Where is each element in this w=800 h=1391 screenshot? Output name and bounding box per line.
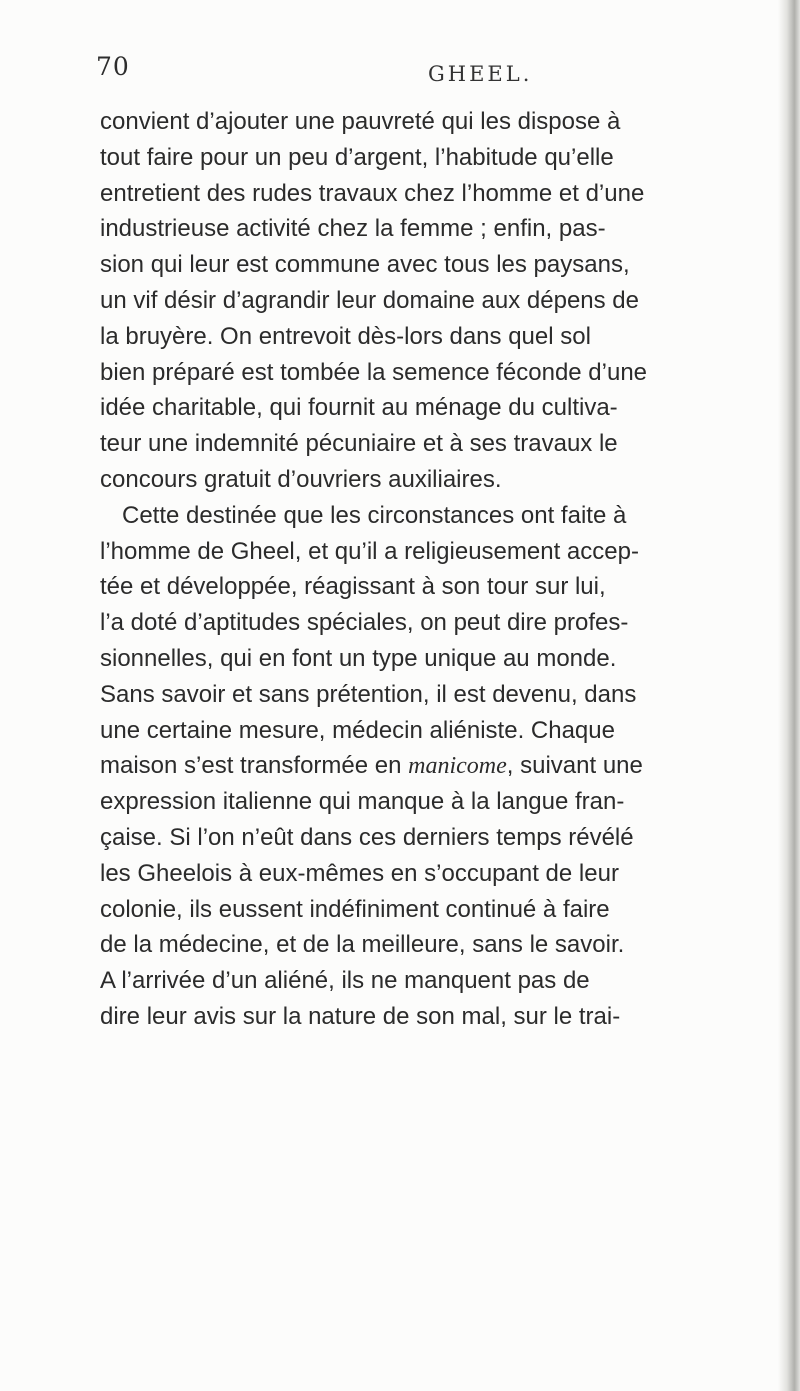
running-head: GHEEL. xyxy=(428,62,533,86)
page-number: 70 xyxy=(96,52,130,81)
text-line: çaise. Si l’on n’eût dans ces derniers temps révélé xyxy=(100,823,634,851)
text-line: les Gheelois à eux-mêmes en s’occupant de leur xyxy=(100,859,619,887)
text-line: entretient des rudes travaux chez l’homme et d’une xyxy=(100,179,645,207)
text-line: de la médecine, et de la meilleure, sans le savoir. xyxy=(100,931,625,959)
text-line: tée et développée, réagissant à son tour sur lui, xyxy=(100,573,606,601)
text-line: sionnelles, qui en font un type unique au monde. xyxy=(100,644,617,672)
page-edge-shadow xyxy=(778,0,800,1391)
paragraph-start-line: Cette destinée que les circonstances ont faite à xyxy=(122,501,627,529)
text-line: une certaine mesure, médecin aliéniste. Chaque xyxy=(100,716,615,744)
page-header xyxy=(96,52,776,96)
text-line: industrieuse activité chez la femme ; enfin, pas- xyxy=(100,215,606,243)
text-line: tout faire pour un peu d’argent, l’habitude qu’elle xyxy=(100,143,614,171)
text-line: convient d’ajouter une pauvreté qui les dispose à xyxy=(100,108,621,135)
text-line: maison s’est transformée en manicome, suivant une xyxy=(100,752,643,780)
text-line: l’homme de Gheel, et qu’il a religieusement accep- xyxy=(100,537,639,565)
text-line: bien préparé est tombée la semence féconde d’une xyxy=(100,358,648,386)
text-line: concours gratuit d’ouvriers auxiliaires. xyxy=(100,465,502,493)
body-text xyxy=(100,104,776,1035)
text-line: expression italienne qui manque à la langue fran- xyxy=(100,788,625,816)
text-line: l’a doté d’aptitudes spéciales, on peut dire profes- xyxy=(100,609,629,637)
text-line: teur une indemnité pécuniaire et à ses travaux le xyxy=(100,430,618,458)
text-line: colonie, ils eussent indéfiniment continué à faire xyxy=(100,895,610,923)
text-line: idée charitable, qui fournit au ménage du cultiva- xyxy=(100,394,618,422)
italic-word: manicome xyxy=(408,753,507,780)
text-line: sion qui leur est commune avec tous les paysans, xyxy=(100,251,630,279)
text-line: dire leur avis sur la nature de son mal, sur le trai- xyxy=(100,1002,621,1030)
text-line: Sans savoir et sans prétention, il est devenu, dans xyxy=(100,680,637,708)
text-line: la bruyère. On entrevoit dès-lors dans quel sol xyxy=(100,322,591,350)
text-line: un vif désir d’agrandir leur domaine aux dépens de xyxy=(100,286,640,314)
text-line: A l’arrivée d’un aliéné, ils ne manquent pas de xyxy=(100,967,590,995)
